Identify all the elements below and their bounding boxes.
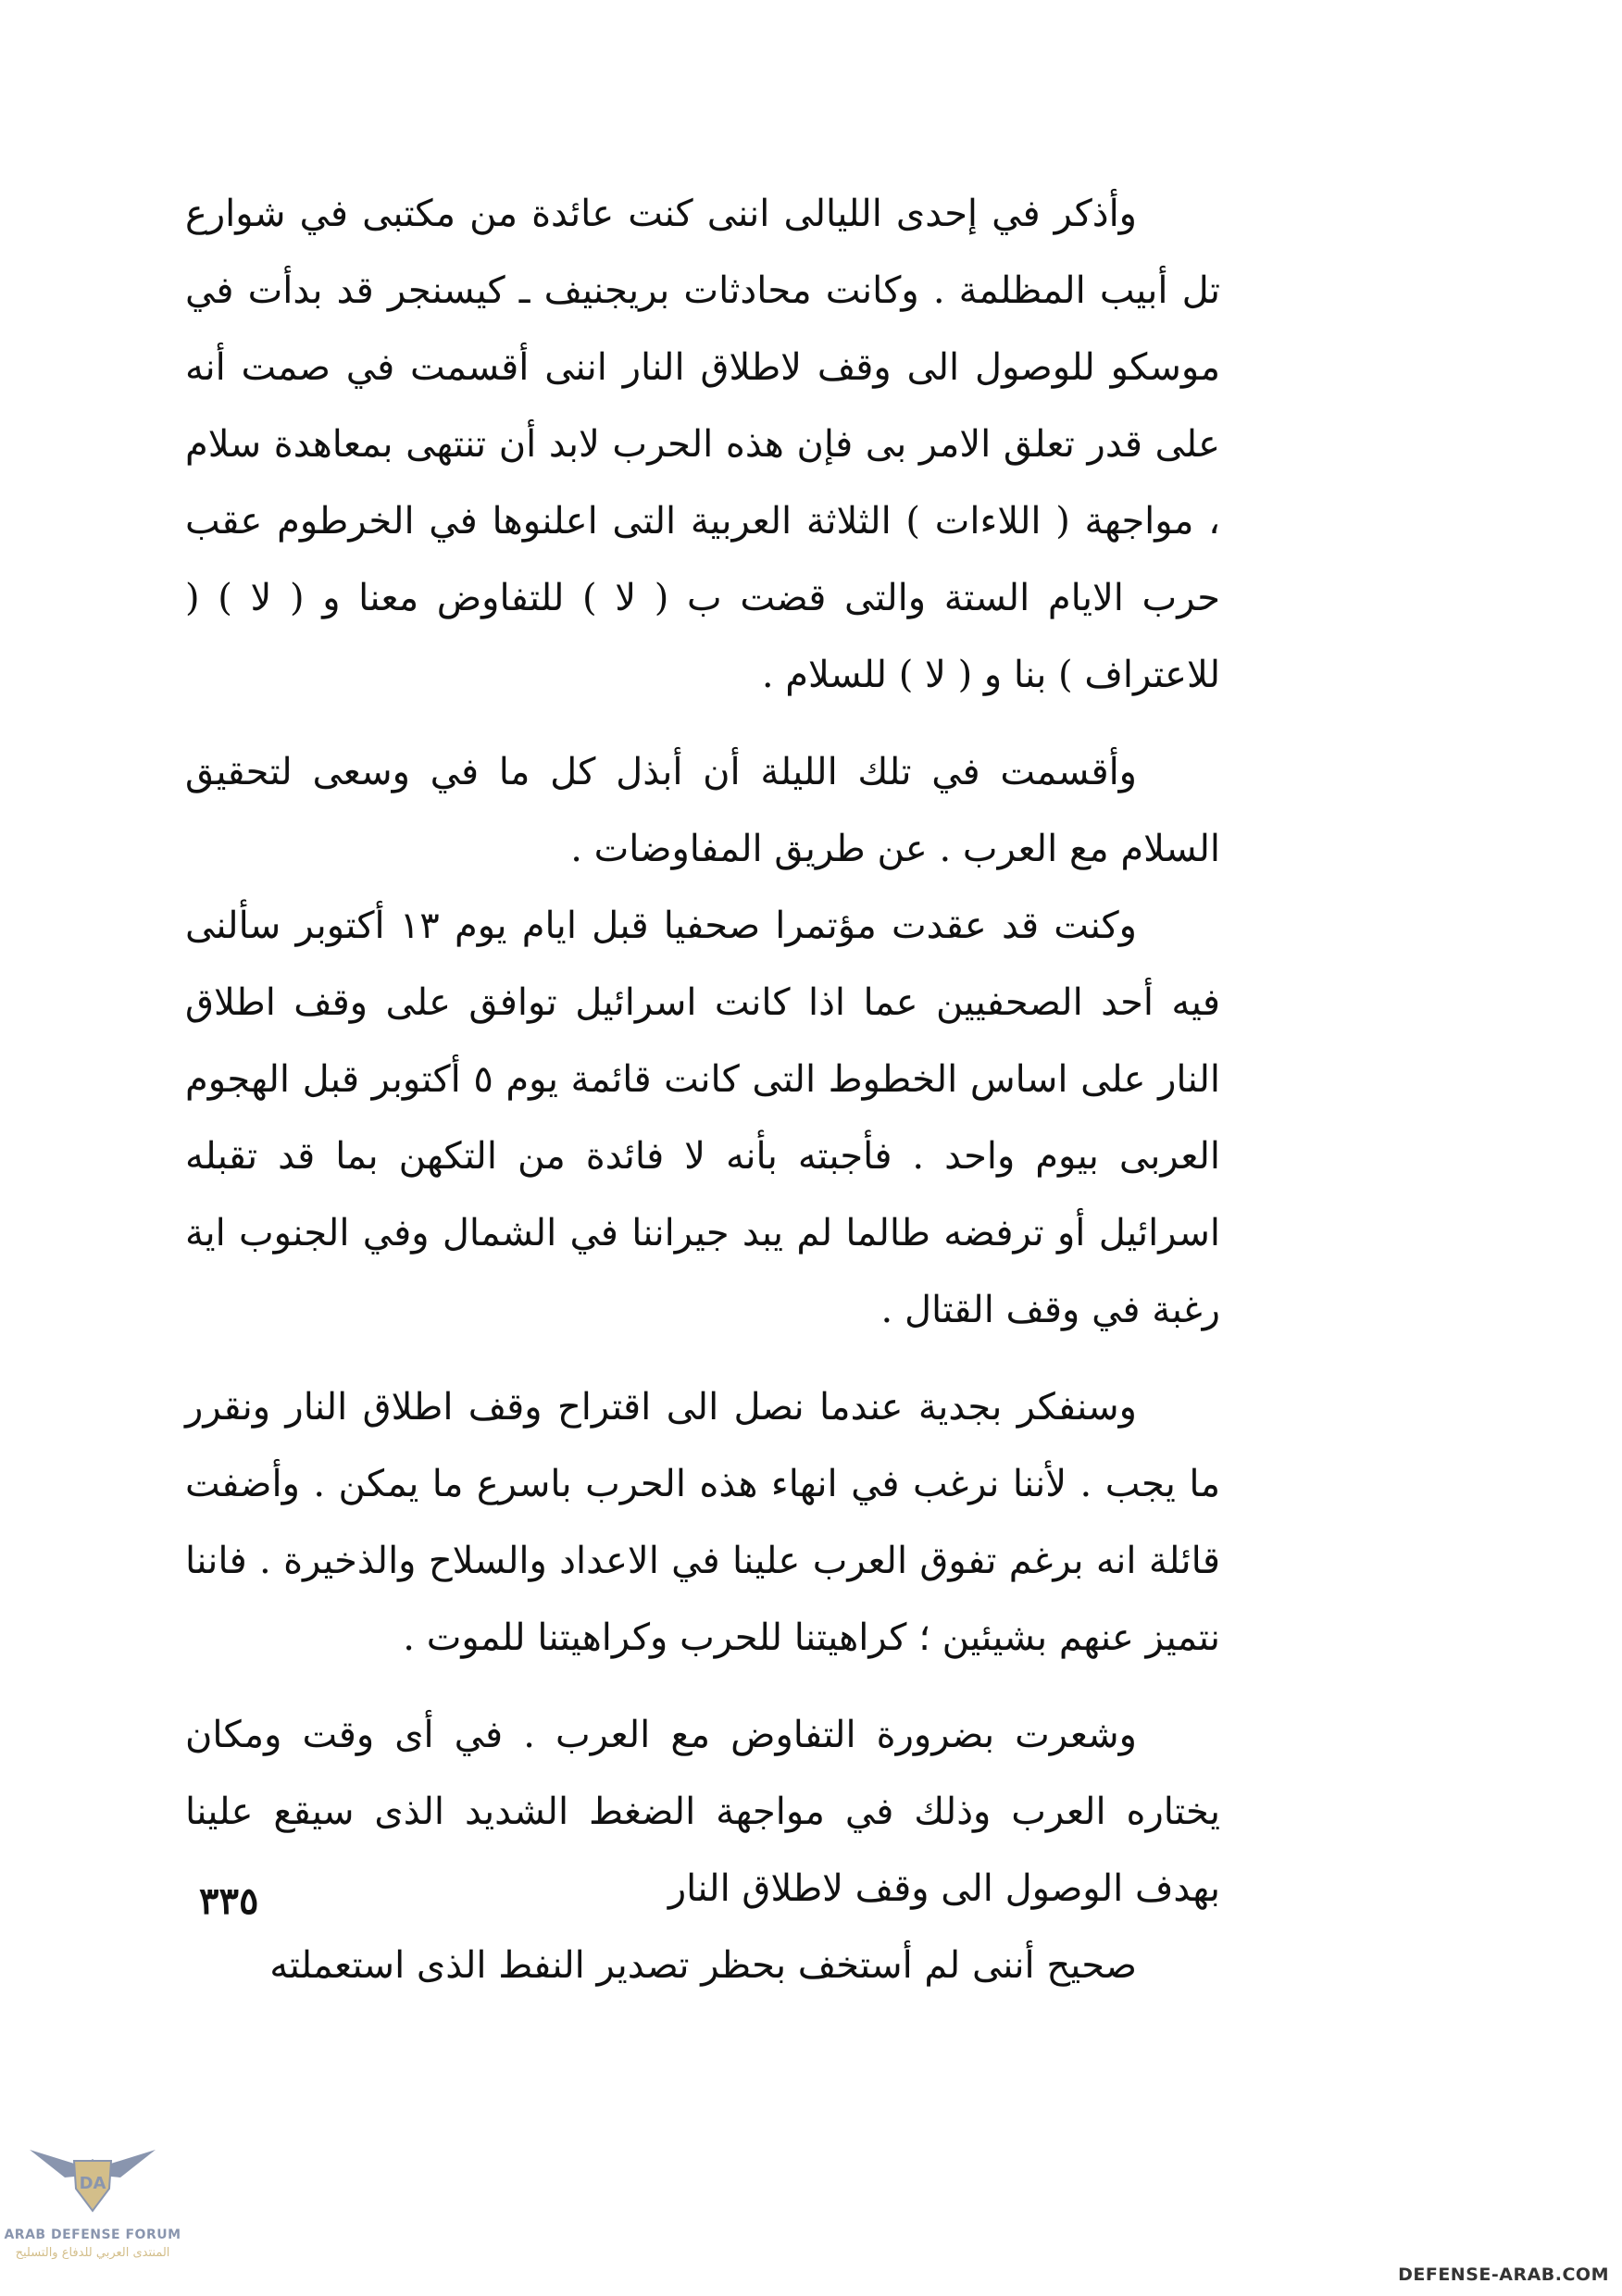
paragraph-3: وكنت قد عقدت مؤتمرا صحفيا قبل ايام يوم ١٣ أكتوبر سألنى فيه أحد الصحفيين عما اذا كانت اسرائيل توافق على وقف اطلاق النار على اساس الخطوط التى كانت قائمة يوم ٥ أكتوبر قبل الهجوم العربى بيوم واحد . فأجبته بأنه لا فائدة من التكهن بما قد تقبله اسرائيل أو ترفضه طالما لم يبد جيراننا في الشمال وفي الجنوب اية رغبة في وقف القتال .: [185, 905, 1220, 1331]
forum-name: ARAB DEFENSE FORUM: [4, 2227, 181, 2242]
logo-letters: DA: [79, 2174, 106, 2193]
body-text: [185, 176, 1220, 2004]
paragraph-6: صحيح أننى لم أستخف بحظر تصدير النفط الذى استعملته: [269, 1944, 1137, 1987]
paragraph-5: وشعرت بضرورة التفاوض مع العرب . في أى وقت ومكان يختاره العرب وذلك في مواجهة الضغط الشديد الذى سيقع علينا بهدف الوصول الى وقف لاطلاق النار: [185, 1714, 1220, 1910]
paragraph-4: وسنفكر بجدية عندما نصل الى اقتراح وقف اطلاق النار ونقرر ما يجب . لأننا نرغب في انهاء هذه الحرب باسرع ما يمكن . وأضفت قائلة انه برغم تفوق العرب علينا في الاعداد والسلاح والذخيرة . فاننا نتميز عنهم بشيئين ؛ كراهيتنا للحرب وكراهيتنا للموت .: [185, 1386, 1220, 1659]
paragraph-1: وأذكر في إحدى الليالى اننى كنت عائدة من مكتبى في شوارع تل أبيب المظلمة . وكانت محادثات بريجنيف ـ كيسنجر قد بدأت في موسكو للوصول الى وقف لاطلاق النار اننى أقسمت في صمت أنه على قدر تعلق الامر بى فإن هذه الحرب لابد أن تنتهى بمعاهدة سلام ، مواجهة ( اللاءات ) الثلاثة العربية التى اعلنوها في الخرطوم عقب حرب الايام الستة والتى قضت ب ( لا ) للتفاوض معنا و ( لا ) ( للاعتراف ) بنا و ( لا ) للسلام .: [185, 193, 1220, 696]
forum-name-arabic: المنتدى العربي للدفاع والتسليح: [15, 2246, 170, 2260]
eagle-shield-logo-icon: [28, 2122, 157, 2224]
page-number: ٣٣٥: [199, 1879, 259, 1923]
forum-watermark: [0, 2111, 185, 2296]
paragraph-2: وأقسمت في تلك الليلة أن أبذل كل ما في وسعى لتحقيق السلام مع العرب . عن طريق المفاوضات .: [185, 751, 1220, 870]
site-url: DEFENSE-ARAB.COM: [1398, 2265, 1609, 2285]
